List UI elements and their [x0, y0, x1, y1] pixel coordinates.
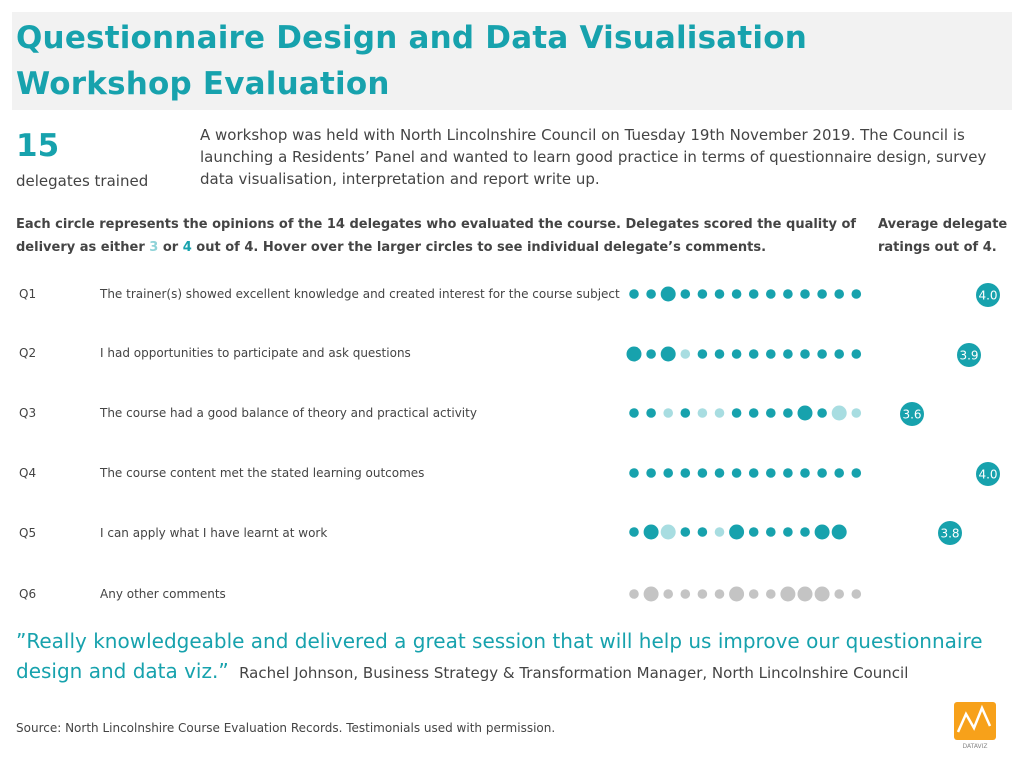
- q3-delegate-dot: [681, 408, 691, 418]
- q2-delegate-dot: [698, 349, 708, 359]
- kpi-value: 15: [16, 128, 60, 164]
- q6-delegate-dot[interactable]: [780, 587, 795, 602]
- q3-delegate-dot[interactable]: [798, 406, 813, 421]
- q1-text: The trainer(s) showed excellent knowledge and created interest for the course subject: [100, 287, 620, 301]
- q5-delegate-dot: [715, 527, 725, 537]
- q3-delegate-dot[interactable]: [832, 406, 847, 421]
- q3-delegate-dot: [663, 408, 673, 418]
- testimonial-quote: ”Really knowledgeable and delivered a great session that will help us improve our questionnaire design and data viz.”: [16, 629, 983, 683]
- q4-delegate-dot: [629, 468, 639, 478]
- q5-average-label: 3.8: [940, 526, 960, 541]
- testimonial-attribution: Rachel Johnson, Business Strategy & Transformation Manager, North Lincolnshire Council: [239, 664, 909, 682]
- q5-delegate-dot[interactable]: [644, 525, 659, 540]
- q5-delegate-dot: [681, 527, 691, 537]
- q5-delegate-dot: [698, 527, 708, 537]
- q6-delegate-dot[interactable]: [815, 587, 830, 602]
- q6-delegate-dot: [715, 589, 725, 599]
- explanation-before: delivery as either: [16, 240, 150, 255]
- average-header-line1: Average delegate: [878, 217, 1008, 232]
- q1-delegate-dot[interactable]: [661, 287, 676, 302]
- q2-delegate-dot: [783, 349, 793, 359]
- q3-delegate-dot: [698, 408, 708, 418]
- q4-delegate-dot: [732, 468, 742, 478]
- q2-delegate-dot: [749, 349, 759, 359]
- q5-delegate-dot: [749, 527, 759, 537]
- q1-code: Q1: [19, 287, 37, 301]
- q3-delegate-dot: [629, 408, 639, 418]
- q2-delegate-dot: [681, 349, 691, 359]
- score-3-label: 3: [149, 240, 159, 255]
- q3-text: The course had a good balance of theory and practical activity: [100, 406, 477, 420]
- q4-delegate-dot: [681, 468, 691, 478]
- q3-code: Q3: [19, 406, 37, 420]
- q4-delegate-dot: [766, 468, 776, 478]
- q6-delegate-dot: [663, 589, 673, 599]
- q4-delegate-dot: [663, 468, 673, 478]
- explanation-line1: Each circle represents the opinions of the 14 delegates who evaluated the course. Delegates scored the quality of: [16, 217, 857, 232]
- q2-delegate-dot: [715, 349, 725, 359]
- q2-delegate-dot: [852, 349, 862, 359]
- q3-delegate-dot: [817, 408, 827, 418]
- q1-delegate-dot: [629, 289, 639, 299]
- q1-delegate-dot: [783, 289, 793, 299]
- q1-delegate-dot: [749, 289, 759, 299]
- q2-code: Q2: [19, 346, 37, 360]
- page-title-line2: Workshop Evaluation: [16, 66, 390, 102]
- q6-delegate-dot[interactable]: [729, 587, 744, 602]
- q2-delegate-dot: [766, 349, 776, 359]
- q6-delegate-dot: [834, 589, 844, 599]
- q1-delegate-dot: [817, 289, 827, 299]
- q1-delegate-dot: [646, 289, 656, 299]
- q5-delegate-dot: [800, 527, 810, 537]
- q2-text: I had opportunities to participate and ask questions: [100, 346, 411, 360]
- kpi-label: delegates trained: [16, 172, 149, 190]
- q5-delegate-dot: [766, 527, 776, 537]
- q1-delegate-dot: [834, 289, 844, 299]
- q4-delegate-dot: [817, 468, 827, 478]
- q6-delegate-dot: [766, 589, 776, 599]
- q4-delegate-dot: [646, 468, 656, 478]
- q3-delegate-dot: [715, 408, 725, 418]
- q4-delegate-dot: [852, 468, 862, 478]
- q4-delegate-dot: [800, 468, 810, 478]
- q4-delegate-dot: [749, 468, 759, 478]
- q1-delegate-dot: [852, 289, 862, 299]
- q3-delegate-dot: [646, 408, 656, 418]
- logo-text: DATAVIZ: [962, 743, 988, 750]
- q6-text: Any other comments: [100, 587, 226, 601]
- q6-delegate-dot: [681, 589, 691, 599]
- q5-delegate-dot[interactable]: [815, 525, 830, 540]
- explanation-or: or: [158, 240, 183, 255]
- q5-delegate-dot: [629, 527, 639, 537]
- average-header-line2: ratings out of 4.: [878, 240, 997, 255]
- q5-delegate-dot[interactable]: [832, 525, 847, 540]
- q4-text: The course content met the stated learning outcomes: [100, 466, 425, 480]
- page-title-line1: Questionnaire Design and Data Visualisation: [16, 20, 808, 56]
- q6-delegate-dot: [698, 589, 708, 599]
- q2-delegate-dot: [646, 349, 656, 359]
- q2-delegate-dot: [834, 349, 844, 359]
- q5-delegate-dot[interactable]: [729, 525, 744, 540]
- q6-delegate-dot[interactable]: [798, 587, 813, 602]
- q4-code: Q4: [19, 466, 37, 480]
- q6-delegate-dot: [629, 589, 639, 599]
- q1-delegate-dot: [800, 289, 810, 299]
- q5-code: Q5: [19, 526, 37, 540]
- testimonial: [16, 626, 1016, 688]
- q1-delegate-dot: [698, 289, 708, 299]
- q5-delegate-dot[interactable]: [661, 525, 676, 540]
- q6-delegate-dot[interactable]: [644, 587, 659, 602]
- explanation-after: out of 4. Hover over the larger circles to see individual delegate’s comments.: [191, 240, 767, 255]
- q2-delegate-dot[interactable]: [661, 347, 676, 362]
- q3-delegate-dot: [732, 408, 742, 418]
- q1-delegate-dot: [681, 289, 691, 299]
- q6-delegate-dot: [749, 589, 759, 599]
- q2-delegate-dot: [800, 349, 810, 359]
- q3-delegate-dot: [783, 408, 793, 418]
- q5-delegate-dot: [783, 527, 793, 537]
- q4-delegate-dot: [715, 468, 725, 478]
- score-4-label: 4: [182, 240, 192, 255]
- q2-delegate-dot: [817, 349, 827, 359]
- q2-delegate-dot[interactable]: [627, 347, 642, 362]
- q3-delegate-dot: [766, 408, 776, 418]
- q1-average-label: 4.0: [978, 288, 998, 303]
- q3-delegate-dot: [749, 408, 759, 418]
- q4-average-label: 4.0: [978, 467, 998, 482]
- q1-delegate-dot: [766, 289, 776, 299]
- q4-delegate-dot: [834, 468, 844, 478]
- q1-delegate-dot: [715, 289, 725, 299]
- q3-delegate-dot: [852, 408, 862, 418]
- q1-delegate-dot: [732, 289, 742, 299]
- q2-average-label: 3.9: [959, 348, 979, 363]
- dataviz-logo: [954, 702, 996, 750]
- q2-delegate-dot: [732, 349, 742, 359]
- q5-text: I can apply what I have learnt at work: [100, 526, 328, 540]
- q6-delegate-dot: [852, 589, 862, 599]
- q4-delegate-dot: [698, 468, 708, 478]
- intro-paragraph: A workshop was held with North Lincolnshire Council on Tuesday 19th November 2019. The Council is launching a Residents’ Panel and wanted to learn good practice in terms of questionnaire design, survey data visualisation, interpretation and report write up.: [200, 126, 987, 188]
- q4-delegate-dot: [783, 468, 793, 478]
- source-note: Source: North Lincolnshire Course Evaluation Records. Testimonials used with permission.: [16, 721, 556, 735]
- q6-code: Q6: [19, 587, 37, 601]
- q3-average-label: 3.6: [902, 407, 922, 422]
